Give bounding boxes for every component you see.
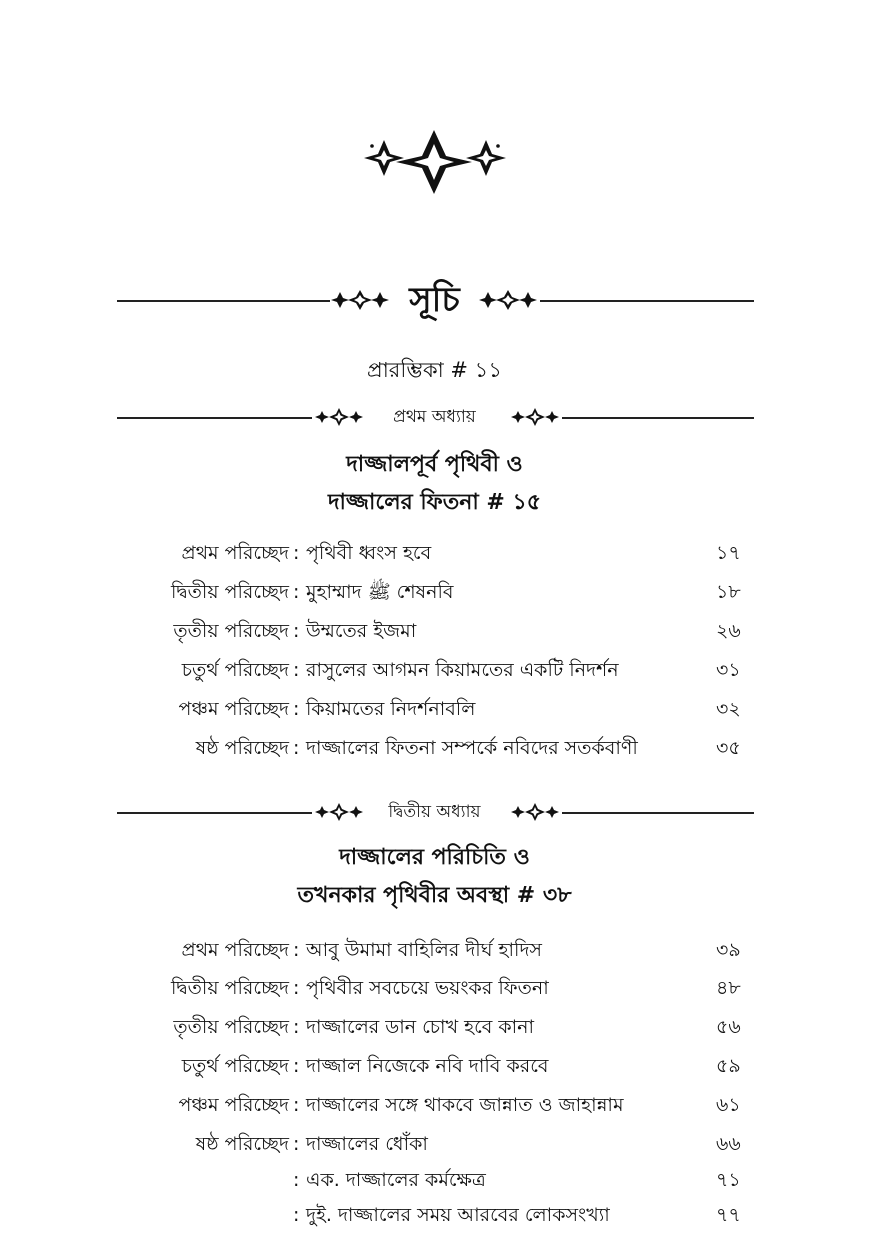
toc-row xyxy=(0,1048,869,1084)
section-label: পঞ্চম পরিচ্ছেদ xyxy=(178,1094,289,1116)
section-title: মুহাম্মাদ ﷺ শেষনবি xyxy=(306,581,454,603)
toc-row xyxy=(0,652,869,688)
separator: : xyxy=(293,659,300,681)
chapter-2-title-line1: দাজ্জালের পরিচিতি ও xyxy=(339,845,530,870)
separator: : xyxy=(293,1169,300,1191)
page-number: ৭৭ xyxy=(716,1204,741,1226)
section-label: প্রথম পরিচ্ছেদ xyxy=(181,939,289,961)
toc-row xyxy=(0,535,869,571)
section-label: চতুর্থ পরিচ্ছেদ xyxy=(181,659,289,681)
page-number: ৭১ xyxy=(716,1169,741,1191)
section-title: দাজ্জাল নিজেকে নবি দাবি করবে xyxy=(306,1055,549,1077)
chapter-2-rule-right xyxy=(562,812,754,814)
section-title: উম্মতের ইজমা xyxy=(306,620,417,642)
toc-row xyxy=(0,1009,869,1045)
section-label: ষষ্ঠ পরিচ্ছেদ xyxy=(195,1133,289,1155)
section-label: দ্বিতীয় পরিচ্ছেদ xyxy=(170,581,289,603)
preface-entry: প্রারম্ভিকা # ১১ xyxy=(367,358,502,382)
section-label: তৃতীয় পরিচ্ছেদ xyxy=(173,620,289,642)
section-title: দাজ্জালের ডান চোখ হবে কানা xyxy=(306,1016,534,1038)
separator: : xyxy=(293,1016,300,1038)
toc-row xyxy=(0,613,869,649)
chapter-1-ornament-right xyxy=(510,406,560,428)
chapter-1-title-line2: দাজ্জালের ফিতনা # ১৫ xyxy=(327,490,542,515)
chapter-2-title-line2: তখনকার পৃথিবীর অবস্থা # ৩৮ xyxy=(297,883,572,908)
small-star-ornament-right xyxy=(478,288,538,312)
chapter-1-header xyxy=(0,402,869,432)
section-title: দাজ্জালের ফিতনা সম্পর্কে নবিদের সতর্কবাণী xyxy=(306,737,638,759)
toc-subrow xyxy=(0,1162,869,1198)
separator: : xyxy=(293,581,300,603)
page-number: ৪৮ xyxy=(716,977,741,999)
separator: : xyxy=(293,1133,300,1155)
separator: : xyxy=(293,620,300,642)
section-label: তৃতীয় পরিচ্ছেদ xyxy=(173,1016,289,1038)
page-number: ১৮ xyxy=(716,581,741,603)
separator: : xyxy=(293,1094,300,1116)
section-title: পৃথিবী ধ্বংস হবে xyxy=(306,542,432,564)
page-number: ২৬ xyxy=(716,620,741,642)
separator: : xyxy=(293,698,300,720)
toc-row xyxy=(0,970,869,1006)
toc-subrow xyxy=(0,1197,869,1233)
chapter-1-title-line1: দাজ্জালপূর্ব পৃথিবী ও xyxy=(346,452,523,477)
separator: : xyxy=(293,977,300,999)
section-title: আবু উমামা বাহিলির দীর্ঘ হাদিস xyxy=(306,939,542,961)
star-ornament-top xyxy=(0,118,869,208)
page-number: ৬১ xyxy=(716,1094,741,1116)
separator: : xyxy=(293,1204,300,1226)
page-number: ৩৯ xyxy=(716,939,741,961)
page-number: ৩২ xyxy=(716,698,741,720)
separator: : xyxy=(293,939,300,961)
chapter-2-header xyxy=(0,797,869,827)
title-row xyxy=(0,270,869,330)
toc-row xyxy=(0,691,869,727)
section-label: চতুর্থ পরিচ্ছেদ xyxy=(181,1055,289,1077)
section-title: কিয়ামতের নিদর্শনাবলি xyxy=(306,698,476,720)
chapter-2-ornament-right xyxy=(510,801,560,823)
chapter-2-label: দ্বিতীয় অধ্যায় xyxy=(388,802,481,822)
section-title: দাজ্জালের ধোঁকা xyxy=(306,1133,428,1155)
section-label: পঞ্চম পরিচ্ছেদ xyxy=(178,698,289,720)
subsection-title: দুই. দাজ্জালের সময় আরবের লোকসংখ্যা xyxy=(306,1204,610,1226)
toc-row xyxy=(0,730,869,766)
section-label: প্রথম পরিচ্ছেদ xyxy=(181,542,289,564)
separator: : xyxy=(293,542,300,564)
page-number: ৩৫ xyxy=(716,737,741,759)
section-title: দাজ্জালের সঙ্গে থাকবে জান্নাত ও জাহান্নাম xyxy=(306,1094,624,1116)
toc-row xyxy=(0,1126,869,1162)
section-label: দ্বিতীয় পরিচ্ছেদ xyxy=(170,977,289,999)
toc-row xyxy=(0,1087,869,1123)
section-title: রাসুলের আগমন কিয়ামতের একটি নিদর্শন xyxy=(306,659,619,681)
page-number: ৫৯ xyxy=(716,1055,741,1077)
separator: : xyxy=(293,1055,300,1077)
separator: : xyxy=(293,737,300,759)
chapter-1-rule-right xyxy=(562,417,754,419)
page-number: ৩১ xyxy=(716,659,741,681)
chapter-1-label: প্রথম অধ্যায় xyxy=(393,407,476,427)
toc-row xyxy=(0,932,869,968)
page-number: ৬৬ xyxy=(716,1133,741,1155)
toc-row xyxy=(0,574,869,610)
section-label: ষষ্ঠ পরিচ্ছেদ xyxy=(195,737,289,759)
section-title: পৃথিবীর সবচেয়ে ভয়ংকর ফিতনা xyxy=(306,977,549,999)
subsection-title: এক. দাজ্জালের কর্মক্ষেত্র xyxy=(306,1169,486,1191)
title-rule-right xyxy=(540,300,754,302)
page-number: ১৭ xyxy=(716,542,741,564)
page-title: সূচি xyxy=(409,280,460,320)
page-number: ৫৬ xyxy=(716,1016,741,1038)
